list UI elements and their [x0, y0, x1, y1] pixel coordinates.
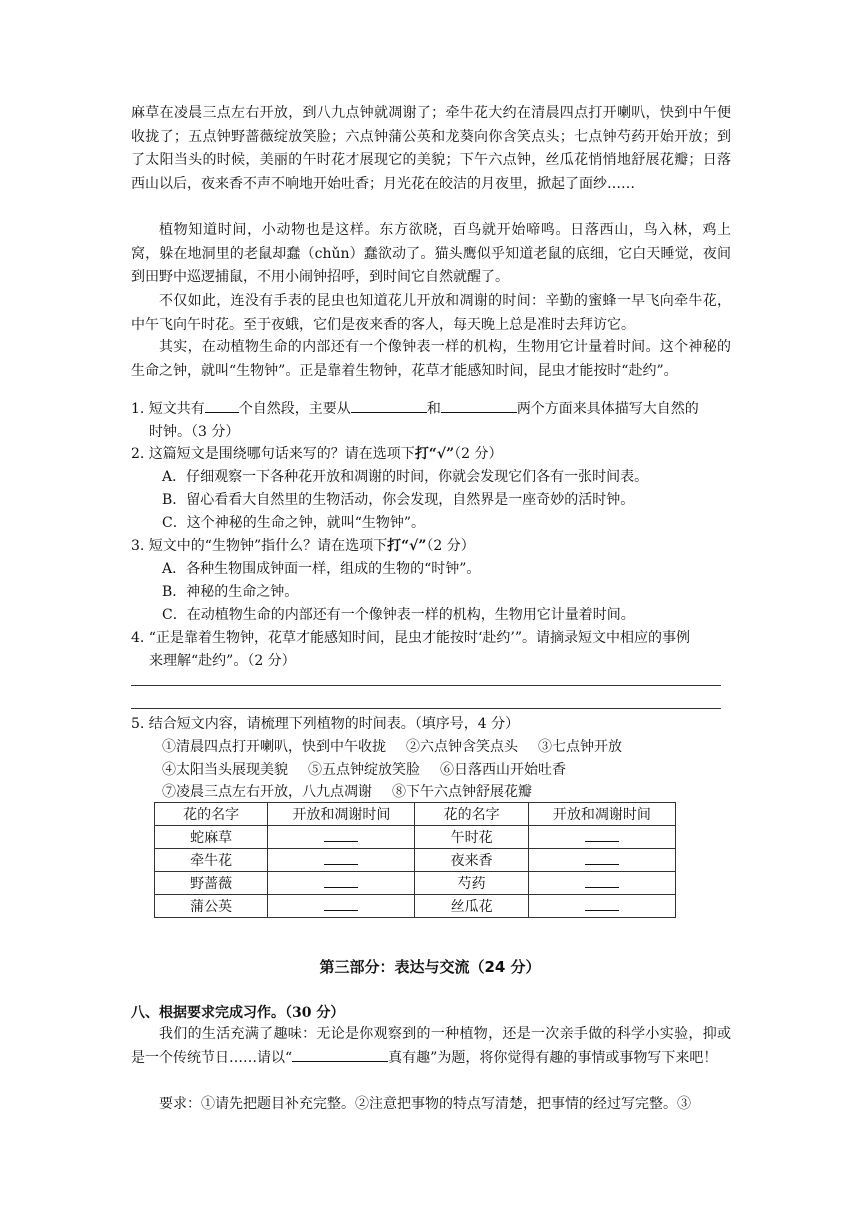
- time-blank[interactable]: [528, 826, 675, 849]
- flower-timetable: [154, 802, 676, 918]
- question-1: [131, 398, 731, 444]
- table-header: 开放和凋谢时间: [268, 803, 415, 826]
- time-blank[interactable]: [528, 872, 675, 895]
- table-row: [155, 895, 676, 918]
- time-blank[interactable]: [268, 826, 415, 849]
- table-header: 开放和凋谢时间: [528, 803, 675, 826]
- q4-answer-line-2[interactable]: [131, 708, 721, 709]
- title-blank[interactable]: [292, 1047, 388, 1062]
- flower-name: 野蔷薇: [155, 872, 268, 895]
- flower-name: 丝瓜花: [415, 895, 528, 918]
- flower-name: 蒲公英: [155, 895, 268, 918]
- q1-text-d: 两个方面来具体描写大自然的: [516, 401, 699, 417]
- q5-stem: 5. 结合短文内容，请梳理下列植物的时间表。（填序号，4 分）: [131, 716, 520, 732]
- q5-options-row-3: [162, 781, 552, 804]
- passage-paragraph-3: 不仅如此，连没有手表的昆虫也知道花儿开放和凋谢的时间：辛勤的蜜蜂一早飞向牵牛花，中午飞向午时花。至于夜蛾，它们是夜来香的客人，每天晚上总是准时去拜访它。: [131, 293, 731, 333]
- flower-name: 蛇麻草: [155, 826, 268, 849]
- q5-option-7: ⑦凌晨三点左右开放，八九点凋谢: [162, 784, 372, 800]
- time-blank[interactable]: [528, 849, 675, 872]
- writing-prompt: [131, 1023, 731, 1070]
- table-header-row: [155, 803, 676, 826]
- q5-option-5: ⑤五点钟绽放笑脸: [308, 762, 420, 778]
- time-blank[interactable]: [268, 849, 415, 872]
- q1-blank-aspect-2[interactable]: [441, 398, 517, 413]
- section-3-title: 第三部分：表达与交流（24 分）: [319, 958, 541, 976]
- q4-line-1: 4. “正是靠着生物钟，花草才能感知时间，昆虫才能按时‘赴约’”。请摘录短文中相应的事例: [131, 630, 691, 646]
- q3-option-a[interactable]: A．各种生物围成钟面一样，组成的生物的“时钟”。: [162, 561, 481, 577]
- writing-heading: 八、根据要求完成习作。（30 分）: [131, 1005, 345, 1021]
- q4-line-2: 来理解“赴约”。（2 分）: [149, 653, 296, 669]
- passage-paragraph-2: 植物知道时间，小动物也是这样。东方欲晓，百鸟就开始啼鸣。日落西山，鸟入林，鸡上窝，躲在地洞里的老鼠却蠢（chǔn）蠢欲动了。猫头鹰似乎知道老鼠的底细，它白天睡觉，夜间到田野中巡逻捕鼠，不用小闹钟招呼，到时间它自然就醒了。: [131, 222, 731, 285]
- q1-text-e: 时钟。（3 分）: [149, 424, 240, 440]
- q5-option-8: ⑧下午六点钟舒展花瓣: [392, 784, 532, 800]
- q5-options-row-1: [162, 736, 642, 759]
- flower-name: 牵牛花: [155, 849, 268, 872]
- writing-prompt-b: 真有趣”为题，将你觉得有趣的事情或事物写下来吧！: [388, 1049, 718, 1066]
- q2-stem-bold: 打“√”: [414, 446, 455, 462]
- q2-option-c[interactable]: C．这个神秘的生命之钟，就叫“生物钟”。: [162, 515, 426, 531]
- q5-option-4: ④太阳当头展现美貌: [162, 762, 288, 778]
- flower-name: 夜来香: [415, 849, 528, 872]
- q3-stem-bold: 打“√”: [387, 538, 427, 554]
- q5-options-row-2: [162, 759, 586, 782]
- q2-stem-a: 2. 这篇短文是围绕哪句话来写的？请在选项下: [131, 446, 415, 462]
- q4-answer-line-1[interactable]: [131, 685, 721, 686]
- q5-option-2: ②六点钟含笑点头: [406, 739, 518, 755]
- q3-option-b[interactable]: B．神秘的生命之钟。: [162, 584, 299, 600]
- q2-option-b[interactable]: B．留心看看大自然里的生物活动，你会发现，自然界是一座奇妙的活时钟。: [162, 492, 635, 508]
- q3-option-c[interactable]: C．在动植物生命的内部还有一个像钟表一样的机构，生物用它计量着时间。: [162, 607, 635, 623]
- time-blank[interactable]: [268, 895, 415, 918]
- passage-paragraph-4: 其实，在动植物生命的内部还有一个像钟表一样的机构，生物用它计量着时间。这个神秘的生命之钟，就叫“生物钟”。正是靠着生物钟，花草才能感知时间，昆虫才能按时“赴约”。: [131, 339, 731, 379]
- table-row: [155, 849, 676, 872]
- table-row: [155, 872, 676, 895]
- q2-stem-b: （2 分）: [454, 446, 503, 462]
- time-blank[interactable]: [528, 895, 675, 918]
- q1-text-b: 个自然段，主要从: [238, 401, 351, 417]
- q1-text-c: 和: [426, 401, 441, 417]
- table-header: 花的名字: [415, 803, 528, 826]
- passage-paragraph-1: 麻草在凌晨三点左右开放，到八九点钟就凋谢了；牵牛花大约在清晨四点打开喇叭，快到中午便收拢了；五点钟野蔷薇绽放笑脸；六点钟蒲公英和龙葵向你含笑点头；七点钟芍药开始开放；到了太阳当头的时候，美丽的午时花才展现它的美貌；下午六点钟，丝瓜花悄悄地舒展花瓣；日落西山以后，夜来香不声不响地开始吐香；月光花在皎洁的月夜里，掀起了面纱……: [131, 105, 731, 192]
- q3-stem-b: （2 分）: [426, 538, 475, 554]
- q5-option-1: ①清晨四点打开喇叭，快到中午收拢: [162, 739, 386, 755]
- q1-text-a: 1. 短文共有: [131, 401, 205, 417]
- time-blank[interactable]: [268, 872, 415, 895]
- flower-name: 午时花: [415, 826, 528, 849]
- q5-option-3: ③七点钟开放: [538, 739, 622, 755]
- q5-option-6: ⑥日落西山开始吐香: [440, 762, 566, 778]
- table-row: [155, 826, 676, 849]
- writing-prompt-a: 我们的生活充满了趣味：无论是你观察到的一种植物，还是一次亲手做的科学小实验，抑或是一个传统节日……请以“: [131, 1026, 731, 1066]
- question-2: [131, 443, 731, 466]
- q1-blank-paragraph-count[interactable]: [205, 398, 239, 413]
- question-3: [131, 535, 731, 558]
- table-header: 花的名字: [155, 803, 268, 826]
- writing-requirements: 要求：①请先把题目补充完整。②注意把事物的特点写清楚，把事情的经过写完整。③: [159, 1096, 691, 1112]
- q1-blank-aspect-1[interactable]: [351, 398, 427, 413]
- q3-stem-a: 3. 短文中的“生物钟”指什么？请在选项下: [131, 538, 388, 554]
- q2-option-a[interactable]: A．仔细观察一下各种花开放和凋谢的时间，你就会发现它们各有一张时间表。: [162, 469, 649, 485]
- flower-name: 芍药: [415, 872, 528, 895]
